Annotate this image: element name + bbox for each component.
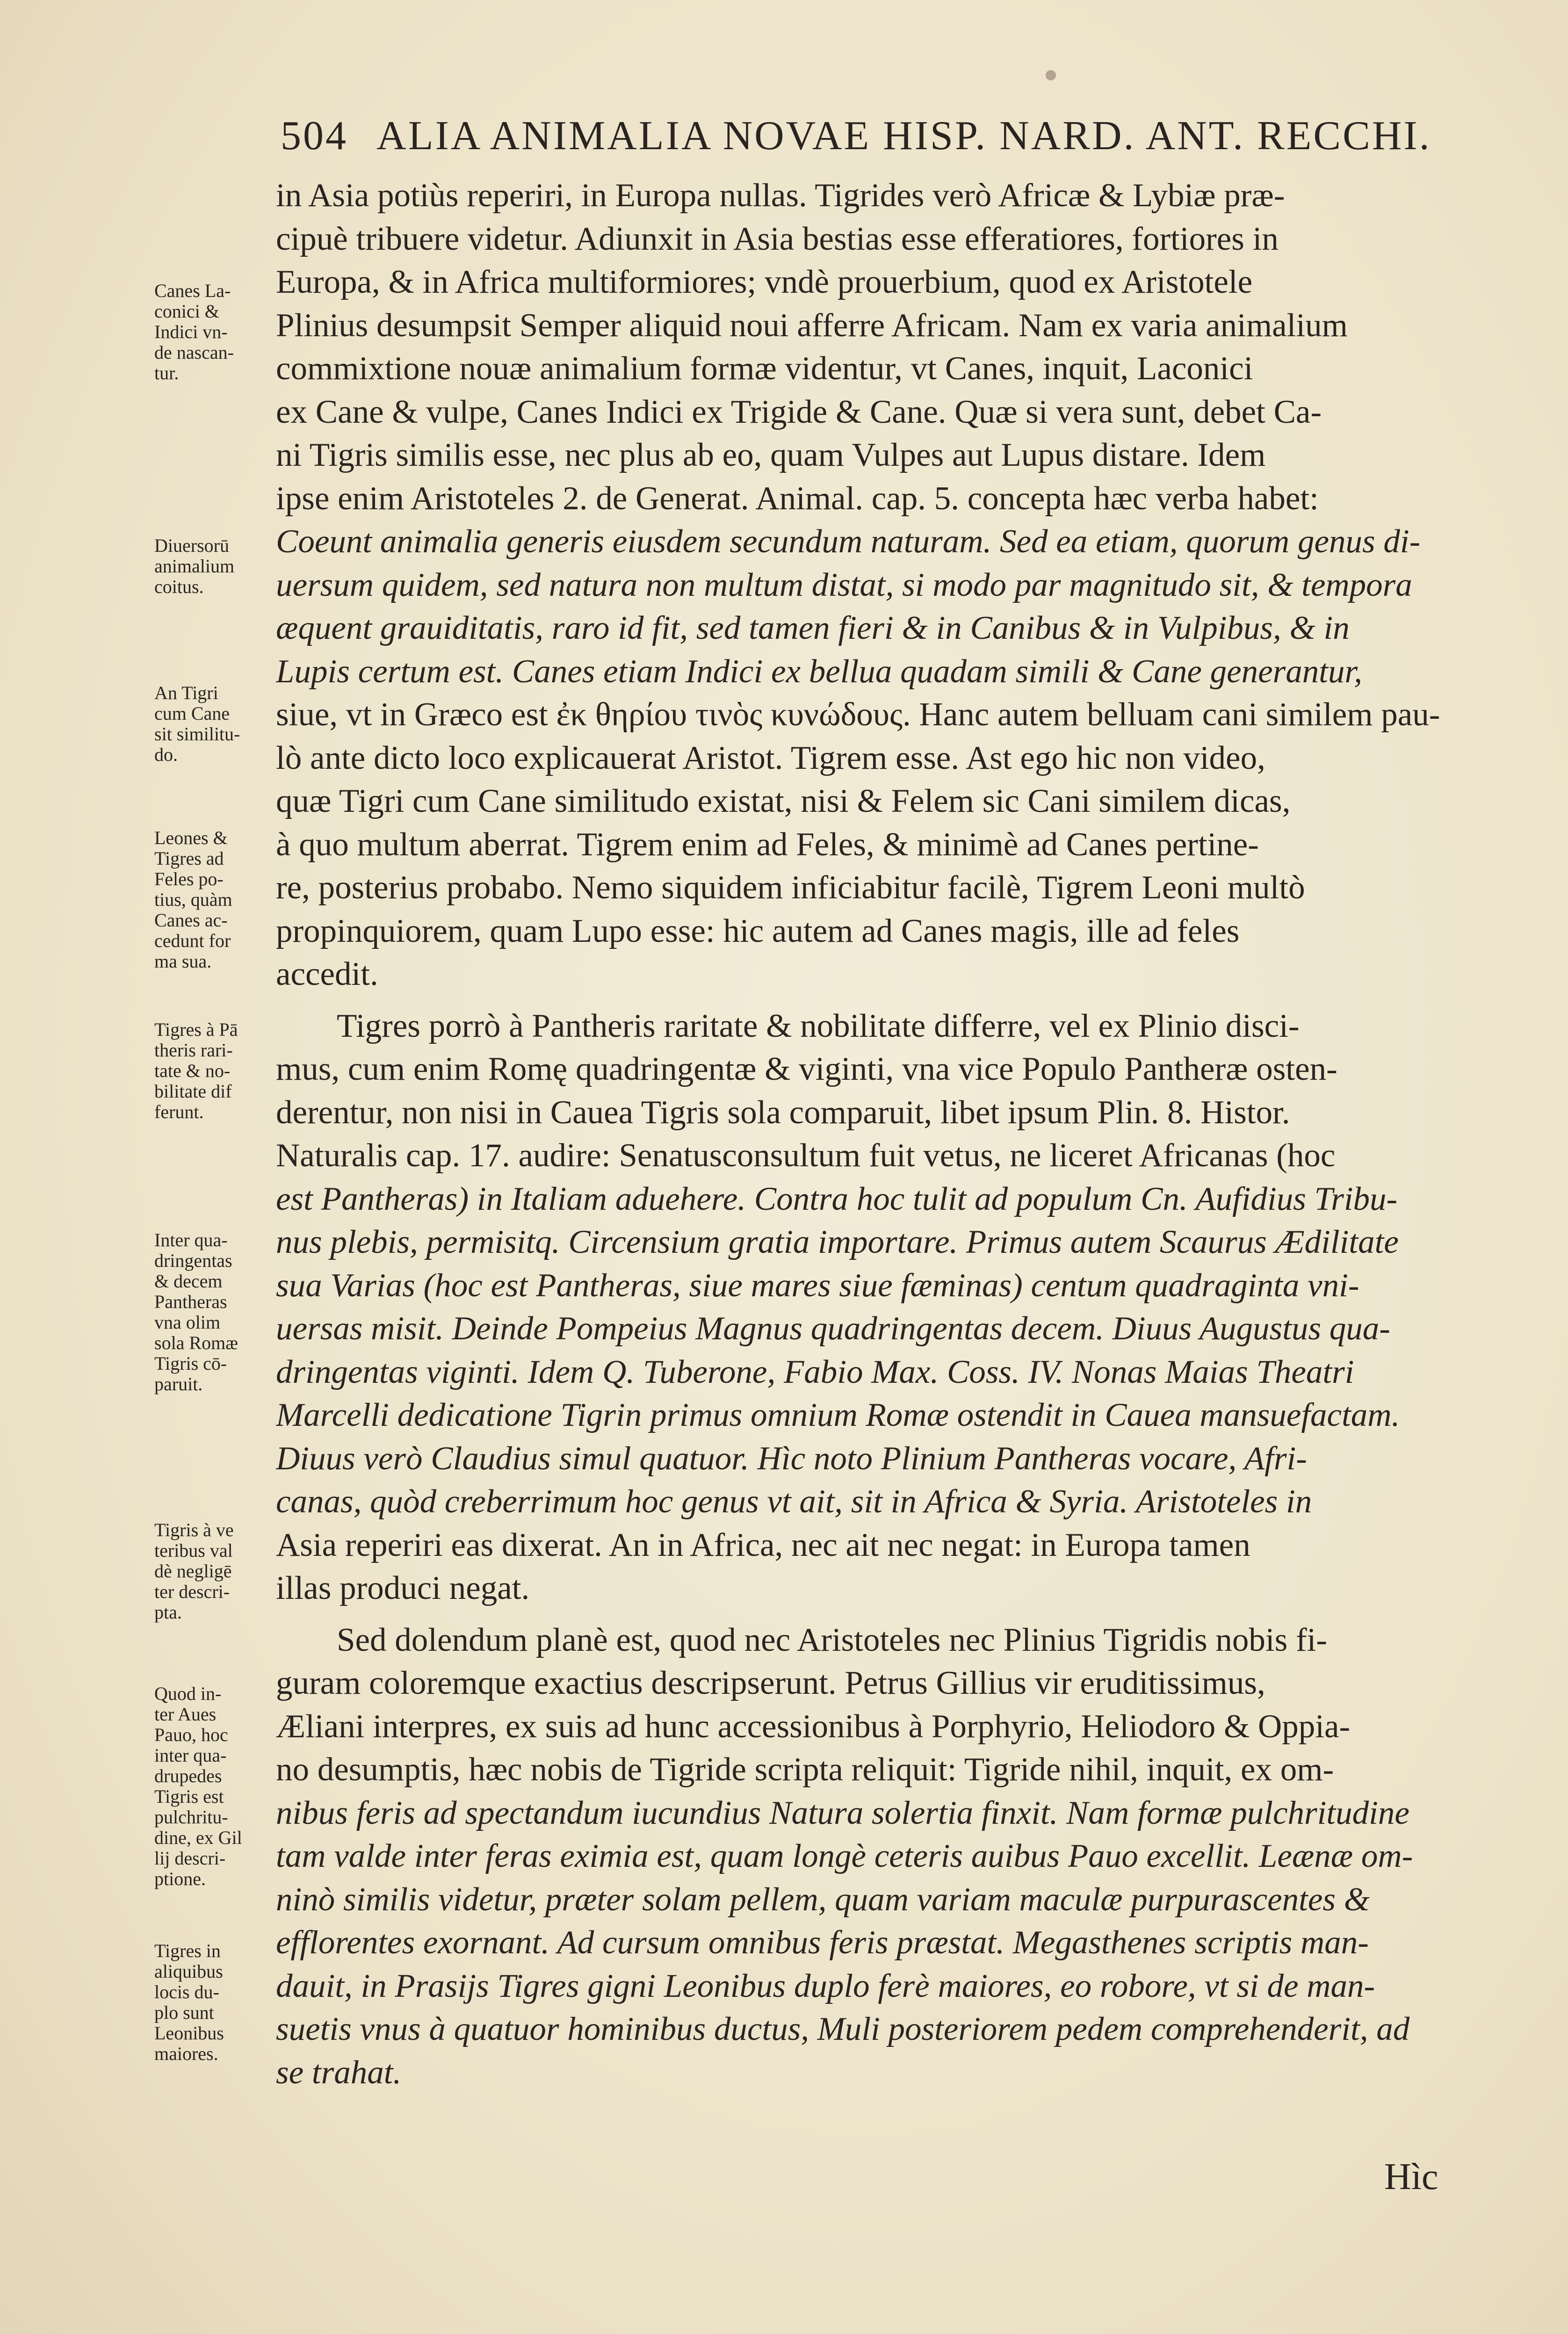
margin-note-line: teribus val bbox=[154, 1540, 233, 1561]
text-line: Europa, & in Africa multiformiores; vndè prouerbium, quod ex Aristotele bbox=[276, 264, 1253, 300]
margin-note-line: bilitate dif bbox=[154, 1081, 232, 1102]
text-line: tam valde inter feras eximia est, quam longè ceteris auibus Pauo excellit. Leænæ om- bbox=[276, 1838, 1413, 1874]
margin-note-line: dè negligē bbox=[154, 1561, 232, 1582]
text-line: sua Varias (hoc est Pantheras, siue mares siue fæminas) centum quadraginta vni- bbox=[276, 1267, 1359, 1304]
text-line: propinquiorem, quam Lupo esse: hic autem ad Canes magis, ille ad feles bbox=[276, 912, 1240, 949]
text-line: Tigres porrò à Pantheris raritate & nobilitate differre, vel ex Plinio disci- bbox=[337, 1007, 1300, 1044]
text-line: se trahat. bbox=[276, 2054, 402, 2091]
margin-note-line: lij descri- bbox=[154, 1848, 226, 1869]
text-line: uersas misit. Deinde Pompeius Magnus quadringentas decem. Diuus Augustus qua- bbox=[276, 1310, 1390, 1347]
text-line: Coeunt animalia generis eiusdem secundum naturam. Sed ea etiam, quorum genus di- bbox=[276, 523, 1421, 560]
text-line: ni Tigris similis esse, nec plus ab eo, quam Vulpes aut Lupus distare. Idem bbox=[276, 437, 1266, 473]
text-line: est Pantheras) in Italiam aduehere. Contra hoc tulit ad populum Cn. Aufidius Tribu- bbox=[276, 1180, 1398, 1217]
margin-note-line: Inter qua- bbox=[154, 1229, 228, 1250]
text-line: cipuè tribuere videtur. Adiunxit in Asia bestias esse efferatiores, fortiores in bbox=[276, 220, 1279, 257]
catchword: Hìc bbox=[1384, 2156, 1438, 2197]
text-line: ipse enim Aristoteles 2. de Generat. Animal. cap. 5. concepta hæc verba habet: bbox=[276, 480, 1319, 517]
margin-note-line: Pantheras bbox=[154, 1291, 227, 1312]
margin-note bbox=[154, 281, 234, 383]
margin-note-line: drupedes bbox=[154, 1765, 222, 1786]
margin-note-line: & decem bbox=[154, 1271, 223, 1292]
margin-note-line: inter qua- bbox=[154, 1745, 227, 1766]
text-line: illas produci negat. bbox=[276, 1570, 530, 1606]
text-line: Asia reperiri eas dixerat. An in Africa, nec ait nec negat: in Europa tamen bbox=[276, 1526, 1250, 1563]
text-line: Diuus verò Claudius simul quatuor. Hìc noto Plinium Pantheras vocare, Afri- bbox=[276, 1440, 1307, 1477]
margin-note-line: paruit. bbox=[154, 1373, 203, 1395]
margin-note-line: dringentas bbox=[154, 1250, 232, 1271]
margin-note-line: maiores. bbox=[154, 2043, 218, 2064]
margin-note-line: Indici vn- bbox=[154, 321, 228, 342]
margin-note-line: tate & no- bbox=[154, 1060, 231, 1081]
ink-spot bbox=[1046, 70, 1056, 80]
text-line: Marcelli dedicatione Tigrin primus omnium Romæ ostendit in Cauea mansuefactam. bbox=[276, 1397, 1400, 1433]
margin-note-line: Canes La- bbox=[154, 280, 231, 301]
text-line: Sed dolendum planè est, quod nec Aristoteles nec Plinius Tigridis nobis fi- bbox=[337, 1621, 1328, 1658]
margin-note-line: cedunt for bbox=[154, 930, 231, 951]
margin-note-line: ptione. bbox=[154, 1868, 206, 1889]
margin-note-line: coitus. bbox=[154, 576, 204, 597]
text-line: à quo multum aberrat. Tigrem enim ad Feles, & minimè ad Canes pertine- bbox=[276, 826, 1259, 863]
margin-note bbox=[154, 1230, 238, 1395]
margin-note-line: sola Romæ bbox=[154, 1332, 238, 1353]
margin-note-line: pulchritu- bbox=[154, 1807, 228, 1828]
margin-note-line: do. bbox=[154, 744, 178, 765]
margin-note bbox=[154, 683, 240, 765]
margin-note-line: Diuersorū bbox=[154, 535, 229, 556]
text-line: dringentas viginti. Idem Q. Tuberone, Fabio Max. Coss. IV. Nonas Maias Theatri bbox=[276, 1353, 1354, 1390]
margin-note-line: Tigres in bbox=[154, 1940, 221, 1961]
margin-note-line: Tigris cō- bbox=[154, 1353, 227, 1374]
text-line: re, posterius probabo. Nemo siquidem inficiabitur facilè, Tigrem Leoni multò bbox=[276, 869, 1305, 906]
margin-note-line: pta. bbox=[154, 1602, 182, 1623]
text-line: efflorentes exornant. Ad cursum omnibus feris præstat. Megasthenes scriptis man- bbox=[276, 1924, 1369, 1961]
margin-note bbox=[154, 535, 234, 597]
text-line: uersum quidem, sed natura non multum distat, si modo par magnitudo sit, & tempora bbox=[276, 566, 1412, 603]
margin-note bbox=[154, 1019, 238, 1122]
margin-note-line: de nascan- bbox=[154, 342, 234, 363]
margin-note-line: tius, quàm bbox=[154, 889, 232, 910]
margin-note-line: Pauo, hoc bbox=[154, 1724, 228, 1745]
text-line: accedit. bbox=[276, 956, 378, 992]
margin-note-line: Canes ac- bbox=[154, 910, 228, 931]
margin-note-line: An Tigri bbox=[154, 682, 218, 703]
text-line: mus, cum enim Romę quadringentæ & viginti, vna vice Populo Pantheræ osten- bbox=[276, 1051, 1337, 1087]
margin-note-line: ter Aues bbox=[154, 1704, 217, 1725]
margin-note-line: dine, ex Gil bbox=[154, 1827, 242, 1848]
margin-note-line: conici & bbox=[154, 301, 219, 322]
page-number: 504 bbox=[281, 113, 348, 159]
text-line: nus plebis, permisitq. Circensium gratia importare. Primus autem Scaurus Ædilitate bbox=[276, 1224, 1399, 1260]
text-line: nibus feris ad spectandum iucundius Natura solertia finxit. Nam formæ pulchritudine bbox=[276, 1794, 1409, 1831]
text-line: ex Cane & vulpe, Canes Indici ex Trigide & Cane. Quæ si vera sunt, debet Ca- bbox=[276, 393, 1322, 430]
margin-note-line: Leones & bbox=[154, 827, 228, 848]
margin-note-line: animalium bbox=[154, 556, 235, 577]
margin-note bbox=[154, 828, 232, 972]
text-line: lò ante dicto loco explicauerat Aristot. Tigrem esse. Ast ego hic non video, bbox=[276, 739, 1265, 776]
margin-note-line: Tigres ad bbox=[154, 848, 224, 869]
margin-note-line: ter descri- bbox=[154, 1581, 230, 1602]
text-line: Plinius desumpsit Semper aliquid noui afferre Africam. Nam ex varia animalium bbox=[276, 307, 1348, 344]
text-line: siue, vt in Græco est ἐκ θηρίου τινὸς κυνώδους. Hanc autem belluam cani similem pau- bbox=[276, 696, 1440, 733]
margin-note bbox=[154, 1520, 234, 1623]
text-line: quæ Tigri cum Cane similitudo existat, nisi & Felem sic Cani similem dicas, bbox=[276, 783, 1291, 819]
margin-note-line: plo sunt bbox=[154, 2002, 214, 2023]
margin-note bbox=[154, 1941, 224, 2064]
margin-note-line: Tigres à Pā bbox=[154, 1019, 238, 1040]
margin-note-line: Leonibus bbox=[154, 2023, 224, 2044]
text-line: Lupis certum est. Canes etiam Indici ex bellua quadam simili & Cane generantur, bbox=[276, 653, 1363, 690]
text-line: guram coloremque exactius descripserunt. Petrus Gillius vir eruditissimus, bbox=[276, 1665, 1265, 1701]
text-line: canas, quòd creberrimum hoc genus vt ait, sit in Africa & Syria. Aristoteles in bbox=[276, 1483, 1312, 1520]
margin-note-line: sit similitu- bbox=[154, 723, 240, 744]
text-line: commixtione nouæ animalium formæ videntur, vt Canes, inquit, Laconici bbox=[276, 350, 1253, 387]
margin-note-line: aliquibus bbox=[154, 1961, 223, 1982]
margin-note-line: cum Cane bbox=[154, 703, 230, 724]
margin-note-line: ferunt. bbox=[154, 1101, 204, 1122]
text-line: derentur, non nisi in Cauea Tigris sola comparuit, libet ipsum Plin. 8. Histor. bbox=[276, 1094, 1290, 1131]
running-header bbox=[281, 112, 1431, 159]
text-line: æquent grauiditatis, raro id fit, sed tamen fieri & in Canibus & in Vulpibus, & in bbox=[276, 610, 1350, 646]
text-line: no desumptis, hæc nobis de Tigride scripta reliquit: Tigride nihil, inquit, ex om- bbox=[276, 1751, 1334, 1788]
margin-note-line: ma sua. bbox=[154, 951, 212, 972]
text-line: Naturalis cap. 17. audire: Senatusconsultum fuit vetus, ne liceret Africanas (hoc bbox=[276, 1137, 1336, 1174]
margin-note-line: theris rari- bbox=[154, 1040, 233, 1061]
text-line: Æliani interpres, ex suis ad hunc accessionibus à Porphyrio, Heliodoro & Oppia- bbox=[276, 1708, 1351, 1745]
text-line: dauit, in Prasijs Tigres gigni Leonibus duplo ferè maiores, eo robore, vt si de man- bbox=[276, 1967, 1375, 2004]
margin-note-line: locis du- bbox=[154, 1981, 219, 2002]
margin-note-line: Feles po- bbox=[154, 868, 224, 889]
main-text bbox=[276, 174, 1492, 2094]
text-line: suetis vnus à quatuor hominibus ductus, Muli posteriorem pedem comprehenderit, ad bbox=[276, 2011, 1410, 2047]
text-line: ninò similis videtur, præter solam pellem, quam variam maculæ purpurascentes & bbox=[276, 1881, 1370, 1918]
margin-note bbox=[154, 1684, 242, 1889]
margin-note-line: Tigris à ve bbox=[154, 1519, 234, 1540]
running-title: ALIA ANIMALIA NOVAE HISP. NARD. ANT. RECCHI. bbox=[376, 113, 1431, 159]
margin-note-line: tur. bbox=[154, 362, 179, 383]
margin-note-line: vna olim bbox=[154, 1312, 221, 1333]
margin-note-line: Tigris est bbox=[154, 1786, 224, 1807]
margin-note-line: Quod in- bbox=[154, 1683, 222, 1704]
text-line: in Asia potiùs reperiri, in Europa nullas. Tigrides verò Africæ & Lybiæ præ- bbox=[276, 177, 1285, 214]
